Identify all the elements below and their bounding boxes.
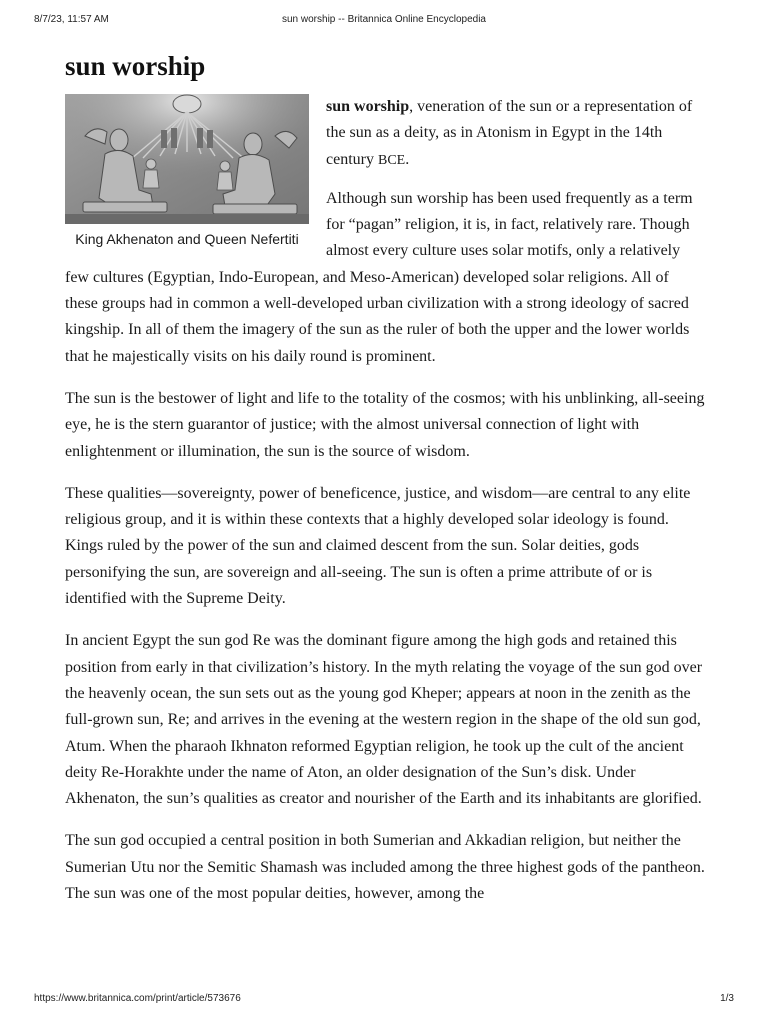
print-page-title: sun worship -- Britannica Online Encyclopedia — [282, 14, 486, 25]
print-header — [34, 14, 734, 30]
article-title: sun worship — [65, 51, 206, 81]
paragraph: In ancient Egypt the sun god Re was the dominant figure among the high gods and retained this position from early in that civilization’s history. In the myth relating the voyage of the sun god over the heavenly ocean, the sun sets out as the young god Kheper; appears at noon in the zenith as the full-grown sun, Re; and arrives in the evening at the western region in the shape of the old sun god, Atum. When the pharaoh Ikhnaton reformed Egyptian religion, he took up the cult of the ancient deity Re-Horakhte under the name of Aton, an older designation of the Sun’s disk. Under Akhenaton, the sun’s qualities as creator and nourisher of the Earth and its inhabitants are glorified. — [65, 632, 703, 808]
intro-term: sun worship — [326, 98, 410, 115]
paragraph: These qualities—sovereignty, power of beneficence, justice, and wisdom—are central to any elite religious group, and it is within these contexts that a highly developed solar ideology is found. Kings ruled by the power of the sun and claimed descent from the sun. Solar deities, gods personifying the sun, are sovereign and all-seeing. The sun is often a prime attribute of or is identified with the Supreme Deity. — [65, 484, 691, 608]
relief-image[interactable] — [65, 94, 309, 224]
figure-caption: King Akhenaton and Queen Nefertiti — [75, 231, 299, 247]
paragraph: The sun god occupied a central position in both Sumerian and Akkadian religion, but neither the Sumerian Utu nor the Semitic Shamash was included among the three highest gods of the pantheon. The sun was one of the most popular deities, however, among the — [65, 832, 705, 903]
intro-text: , veneration of the sun or a representation of the sun as a deity, as in Atonism in Egypt in the 14th century — [326, 98, 693, 168]
print-datetime: 8/7/23, 11:57 AM — [34, 14, 109, 25]
intro-era: BCE — [377, 152, 406, 168]
article-figure — [65, 94, 309, 248]
page-counter: 1/3 — [720, 993, 734, 1004]
article — [65, 50, 705, 923]
intro-end: . — [405, 150, 410, 168]
print-footer — [34, 993, 734, 1009]
article-url[interactable]: https://www.britannica.com/print/article/573676 — [34, 993, 241, 1004]
paragraph: The sun is the bestower of light and life to the totality of the cosmos; with his unblinking, all-seeing eye, he is the stern guarantor of justice; with the almost universal connection of light with enlightenment or illumination, the sun is the source of wisdom. — [65, 389, 705, 460]
paragraph: Although sun worship has been used frequently as a term for “pagan” religion, it is, in fact, relatively rare. Though almost every culture uses solar motifs, only a relatively few cultures (Egyptian, Indo-European, and Meso-American) developed solar religions. All of these groups had in common a well-developed urban civilization with a strong ideology of sacred kingship. In all of them the imagery of the sun as the ruler of both the upper and the lower worlds that he majestically visits on his daily round is prominent. — [65, 189, 693, 365]
